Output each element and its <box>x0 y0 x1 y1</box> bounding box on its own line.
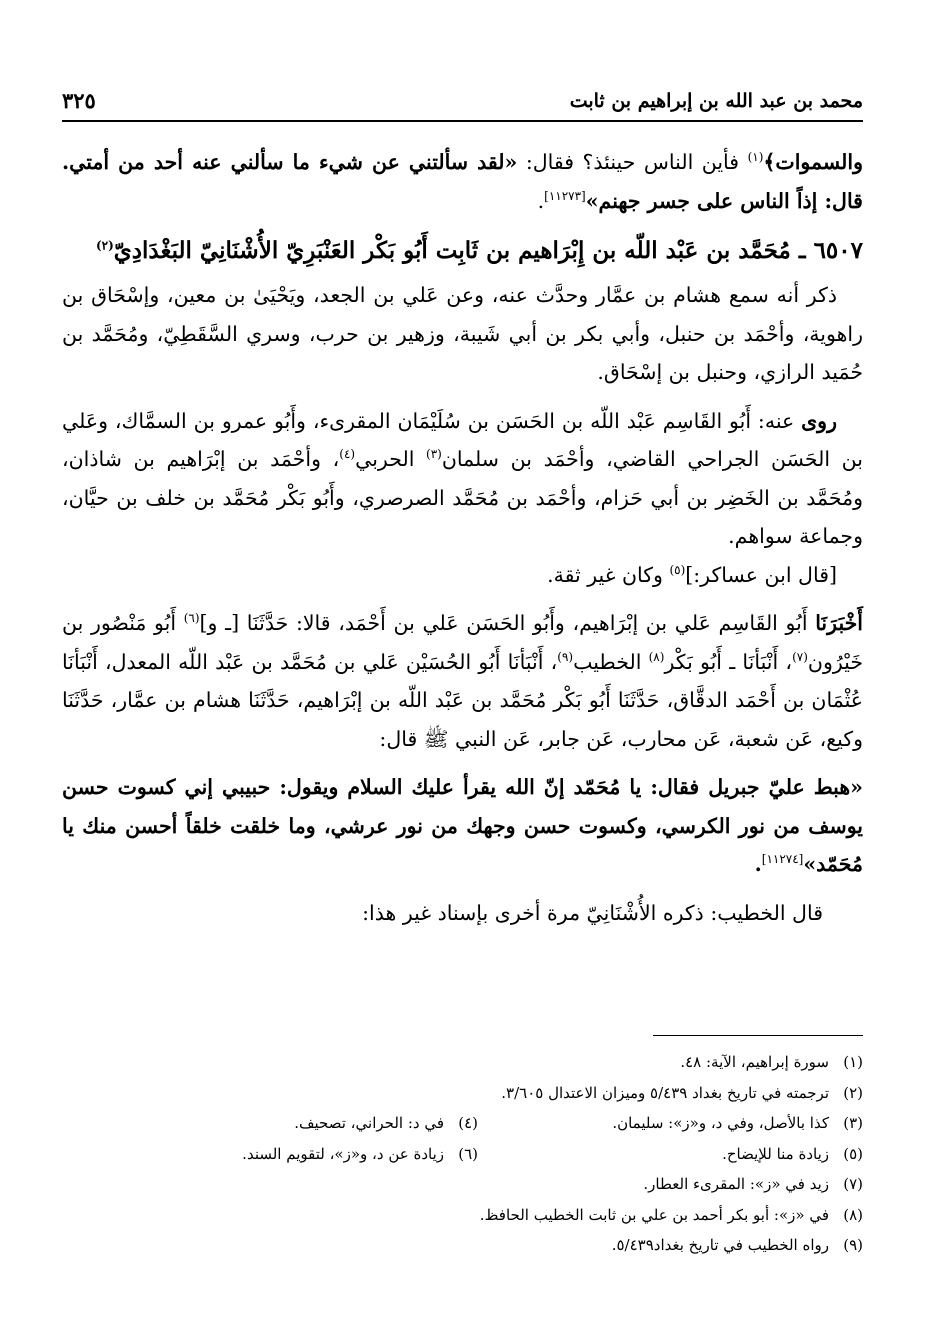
footnote <box>480 1200 863 1231</box>
punctuation: . <box>754 852 762 876</box>
footnote-number: (٥) <box>843 1144 863 1163</box>
paragraph-teachers: ذكر أنه سمع هشام بن عمَّار وحدَّث عنه، وعن عَلي بن الجعد، ويَحْيَىٰ بن معين، وإسْحَاق بن راهوية، وأحْمَد بن حنبل، وأبي بكر بن أبي شَيبة، وزهير بن حرب، وسري السَّقَطِيّ، ومُحَمَّد بن حُمَيد الرازي، وحنبل بن إسْحَاق. <box>62 283 863 384</box>
footnote-row <box>62 1139 863 1170</box>
paragraph-text: أَبُو القَاسِم عَلي بن إبْرَاهيم، وأَبُو الحَسَن عَلي بن أَحْمَد، قالا: حَدَّثَنَا [ـ و] <box>199 611 816 635</box>
footnote-row <box>62 1047 863 1078</box>
footnote <box>478 1108 863 1139</box>
akhbarana-keyword: أَخْبَرَنَا <box>815 611 864 635</box>
footnote-row <box>62 1230 863 1261</box>
paragraph-grading <box>62 556 863 595</box>
paragraph-text: ، أَنْبَأنَا أَبُو الحُسَيْن عَلي بن مُحَمَّد بن عَبْد اللّه المعدل، أَنْبَأنَا عُثْمَان بن أَحْمَد الدقَّاق، حَدَّثَنَا أَبُو بَكْر مُحَمَّد بن عَبْد اللّه بن إبْرَاهيم، حَدَّثَنَا هشام بن عمَّار، حَدَّثَنَا وكيع، عَن شعبة، عَن محارب، عَن جابر، عَن النبي ﷺ قال: <box>62 649 863 751</box>
entry-title: ٦٥٠٧ ـ مُحَمَّد بن عَبْد اللّه بن إِبْرَاهيم بن ثَابِت أَبُو بَكْر العَنْبَرِيّ الأُشْنَانِيّ البَغْدَادِيّ <box>113 237 863 264</box>
footnote-row <box>62 1108 863 1139</box>
riwaya-keyword: روى <box>801 408 837 433</box>
paragraph-students <box>62 402 863 556</box>
footnote-separator <box>653 1035 863 1036</box>
paragraph-isnad <box>62 604 863 758</box>
footnote-text: كذا بالأصل، وفي د، و«ز»: سليمان. <box>612 1114 829 1132</box>
footnote <box>294 1108 478 1139</box>
paragraph-text: أَبُو مَنْصُور بن خَيْرُون <box>62 611 864 674</box>
hadith-number: [١١٢٧٣] <box>544 188 586 203</box>
header-title: محمد بن عبد الله بن إبراهيم بن ثابت <box>569 90 863 112</box>
footnote-number: (٣) <box>843 1114 863 1132</box>
footnote-row <box>62 1169 863 1200</box>
paragraph-text: ، أَنْبَأنَا ـ أَبُو بَكْر <box>664 649 793 674</box>
paragraph-text: الخطيب <box>573 649 649 674</box>
footnote-ref-5: (٥) <box>669 562 686 577</box>
editor-insertion: [قال ابن عساكر:] <box>685 562 837 587</box>
footnote-number: (٤) <box>458 1114 478 1132</box>
punctuation: . <box>537 188 545 213</box>
paragraph-khatib: قال الخطيب: ذكره الأُشْنَانِيّ مرة أخرى بإسناد غير هذا: <box>362 900 823 925</box>
footnote-ref-2: (٢) <box>95 238 114 253</box>
footnote-text: سورة إبراهيم، الآية: ٤٨. <box>680 1053 829 1071</box>
page-number: ٣٢٥ <box>62 88 96 113</box>
footnote <box>643 1169 863 1200</box>
footnote-ref-3: (٣) <box>426 447 442 462</box>
footnote-number: (٦) <box>458 1144 478 1163</box>
footnote-number: (٢) <box>843 1083 863 1102</box>
running-header <box>62 80 863 122</box>
footnote <box>478 1139 863 1170</box>
footnote-ref-4: (٤) <box>339 447 356 462</box>
footnote-row <box>62 1200 863 1231</box>
quran-quote: والسموات﴾ <box>763 150 863 174</box>
footnote-text: زيادة عن د، و«ز»، لتقويم السند. <box>242 1144 444 1163</box>
footnote-text: في د: الحراني، تصحيف. <box>294 1114 444 1132</box>
paragraph-text: ، وأحْمَد بن إبْرَاهيم بن شاذان، ومُحَمَّد بن الخَضِر بن أبي حَزام، وأحْمَد بن مُحَمَّد الصرصري، وأَبُو بَكْر مُحَمَّد بن خلف بن حيَّان، وجماعة سواهم. <box>62 447 863 548</box>
footnote-number: (٩) <box>843 1236 863 1254</box>
footnote-ref-9: (٩) <box>557 649 574 664</box>
footnote-ref-8: (٨) <box>648 649 665 664</box>
footnote-number: (٨) <box>843 1205 863 1224</box>
footnote-ref-6: (٦) <box>183 611 200 626</box>
footnote-text: رواه الخطيب في تاريخ بغداد٥/٤٣٩. <box>611 1236 829 1254</box>
footnote-text: زيادة منا للإيضاح. <box>722 1144 829 1163</box>
paragraph-quote-end <box>62 143 863 220</box>
footnote-text: في «ز»: أبو بكر أحمد بن علي بن ثابت الخطيب الحافظ. <box>479 1205 829 1224</box>
paragraph-text: الحربي <box>355 447 427 471</box>
footnote <box>612 1230 863 1261</box>
main-text <box>62 143 863 932</box>
paragraph-text: عنه: أَبُو القَاسِم عَبْد اللّه بن الحَسَن بن سُلَيْمَان المقرىء، وأَبُو عمرو بن السمَّاك، وعَلي بن الحَسَن الجراحي القاضي، وأحْمَد بن سلمان <box>62 408 863 471</box>
footnotes <box>62 1047 863 1261</box>
hadith-text: «هبط عليّ جبريل فقال: يا مُحَمّد إنّ الله يقرأ عليك السلام ويقول: حبيبي إني كسوت حسن يوسف من نور الكرسي، وكسوت حسن وجهك من نور عرشي، وما خلقت خلقاً أحسن منك يا مُحَمّد» <box>62 775 863 876</box>
footnote-ref-1: (١) <box>747 150 764 165</box>
footnote-text: زيد في «ز»: المقرىء العطار. <box>643 1175 829 1193</box>
hadith-number: [١١٢٧٤] <box>761 852 804 867</box>
footnote <box>242 1139 478 1170</box>
footnote-number: (٧) <box>843 1175 863 1193</box>
paragraph-hadith <box>62 768 863 884</box>
paragraph-text: فأين الناس حينئذ؟ فقال: <box>517 150 748 174</box>
footnote <box>680 1047 863 1078</box>
footnote-row <box>62 1078 863 1109</box>
entry-heading <box>62 230 863 272</box>
hadith-quote: «لقد سألتني عن شيء ما سألني عنه أحد من أمتي. قال: إذاً الناس على جسر جهنم» <box>62 150 863 213</box>
footnote-text: ترجمته في تاريخ بغداد ٥/٤٣٩ وميزان الاعتدال ٣/٦٠٥. <box>501 1083 829 1102</box>
footnote-number: (١) <box>843 1053 863 1071</box>
footnote <box>501 1078 863 1109</box>
paragraph-text: وكان غير ثقة. <box>547 562 670 587</box>
footnote-ref-7: (٧) <box>792 649 808 664</box>
